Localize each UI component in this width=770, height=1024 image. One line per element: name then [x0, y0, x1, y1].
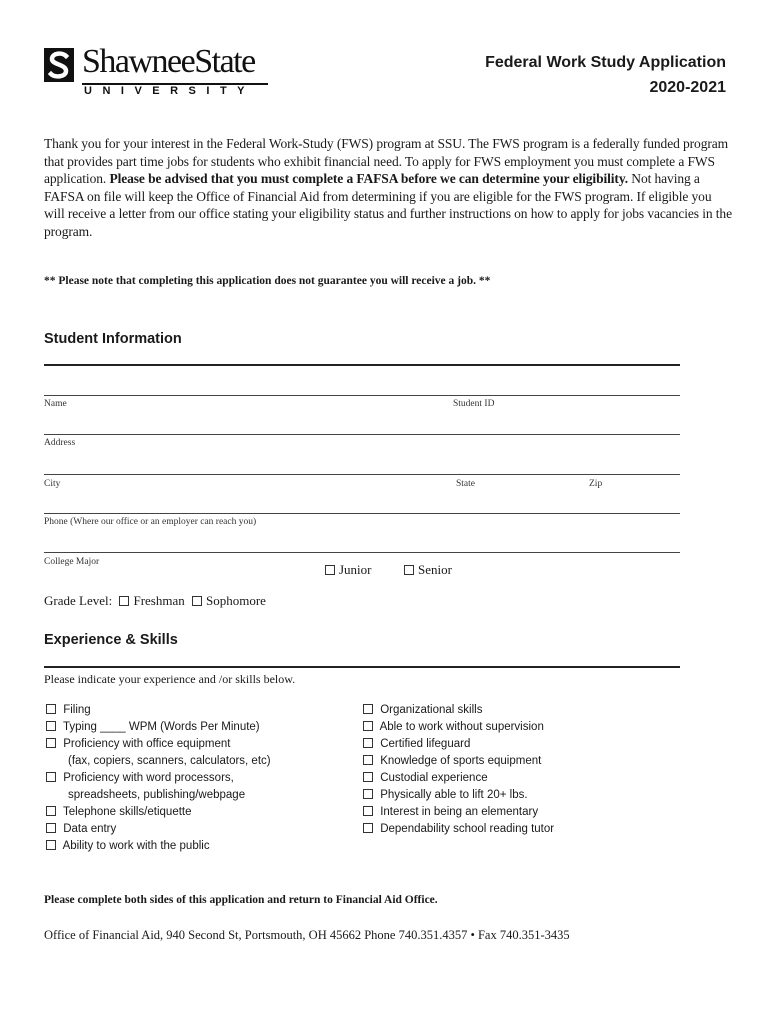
- grade-level-row: [44, 593, 266, 609]
- intro-text-2: Not having a FAFSA on file will keep the Office of Financial Aid from determining if you are eligible for the FWS program. If eligible you will receive a letter from our office stating your eligibility status and further instructions on how to apply for jobs vacancies in the program.: [44, 171, 732, 239]
- intro-text-1: Thank you for your interest in the Federal Work-Study (FWS) program at SSU. The FWS program is a federally funded program that provides part time jobs for students who exhibit financial need. To apply for FWS employment you must complete a FWS application.: [44, 136, 729, 186]
- skill-word-processors[interactable]: [46, 772, 234, 784]
- address-label: Address: [44, 438, 76, 448]
- checkbox-icon[interactable]: [363, 755, 373, 765]
- experience-rule: [44, 666, 680, 668]
- name-label: Name: [44, 399, 67, 409]
- skill-typing[interactable]: [46, 721, 260, 733]
- checkbox-icon[interactable]: [363, 721, 373, 731]
- grade-freshman-label: Freshman: [133, 593, 185, 608]
- checkbox-icon[interactable]: [46, 806, 56, 816]
- skill-organizational[interactable]: [363, 704, 482, 716]
- form-title-line1: Federal Work Study Application: [485, 54, 726, 71]
- address-field[interactable]: [44, 434, 680, 435]
- skill-label: Knowledge of sports equipment: [380, 755, 542, 767]
- checkbox-icon[interactable]: [46, 738, 56, 748]
- skill-lifeguard[interactable]: [363, 738, 470, 750]
- skill-tutor[interactable]: [363, 823, 554, 835]
- checkbox-icon[interactable]: [363, 823, 373, 833]
- checkbox-icon[interactable]: [363, 789, 373, 799]
- office-contact: Office of Financial Aid, 940 Second St, Portsmouth, OH 45662 Phone 740.351.4357 • Fax 740.351-3435: [44, 928, 570, 942]
- skill-unsupervised[interactable]: [363, 721, 544, 733]
- skill-label: Certified lifeguard: [380, 738, 471, 750]
- grade-junior-label: Junior: [339, 562, 372, 577]
- student-info-heading: Student Information: [44, 331, 182, 347]
- checkbox-icon[interactable]: [46, 772, 56, 782]
- grade-freshman-option[interactable]: [115, 593, 184, 608]
- checkbox-icon[interactable]: [363, 772, 373, 782]
- city-label: City: [44, 479, 61, 489]
- college-major-field[interactable]: [44, 552, 680, 553]
- checkbox-icon[interactable]: [363, 738, 373, 748]
- skill-lift[interactable]: [363, 789, 528, 801]
- skill-public[interactable]: [46, 840, 210, 852]
- skill-label: Able to work without supervision: [379, 721, 544, 733]
- experience-heading: Experience & Skills: [44, 632, 178, 648]
- phone-label: Phone (Where our office or an employer can reach you): [44, 517, 257, 527]
- grade-senior-label: Senior: [418, 562, 452, 577]
- skill-filing[interactable]: [46, 704, 91, 716]
- grade-senior-option[interactable]: [404, 562, 452, 578]
- disclaimer-note: ** Please note that completing this application does not guarantee you will receive a job. **: [44, 275, 491, 287]
- skill-custodial[interactable]: [363, 772, 488, 784]
- skill-office-equipment[interactable]: [46, 738, 230, 750]
- logo-wordmark: ShawneeState: [82, 43, 255, 80]
- skill-label: Physically able to lift 20+ lbs.: [380, 789, 528, 801]
- skill-label: Typing ____ WPM (Words Per Minute): [63, 721, 260, 733]
- phone-field[interactable]: [44, 513, 680, 514]
- form-title-year: 2020-2021: [649, 79, 726, 96]
- grade-sophomore-option[interactable]: [188, 593, 266, 608]
- skill-label: Telephone skills/etiquette: [63, 806, 192, 818]
- grade-level-label: Grade Level:: [44, 593, 113, 608]
- skill-label: Organizational skills: [380, 704, 483, 716]
- skill-office-equipment-detail: (fax, copiers, scanners, calculators, etc): [68, 755, 271, 767]
- skill-sports-equipment[interactable]: [363, 755, 541, 767]
- skill-elementary[interactable]: [363, 806, 538, 818]
- skill-telephone[interactable]: [46, 806, 192, 818]
- student-id-label: Student ID: [453, 399, 495, 409]
- skill-data-entry[interactable]: [46, 823, 116, 835]
- skill-label: Proficiency with word processors,: [63, 772, 234, 784]
- checkbox-icon[interactable]: [46, 704, 56, 714]
- skill-word-processors-detail: spreadsheets, publishing/webpage: [68, 789, 246, 801]
- skill-label: Ability to work with the public: [62, 840, 210, 852]
- grade-sophomore-label: Sophomore: [206, 593, 266, 608]
- zip-label: Zip: [589, 479, 603, 489]
- checkbox-icon[interactable]: [363, 806, 373, 816]
- name-field[interactable]: [44, 395, 680, 396]
- intro-paragraph: [44, 135, 734, 240]
- grade-junior-option[interactable]: [325, 562, 372, 578]
- state-label: State: [456, 479, 475, 489]
- form-title: [485, 50, 726, 100]
- checkbox-icon[interactable]: [46, 840, 56, 850]
- skill-label: Custodial experience: [380, 772, 488, 784]
- skill-label: Interest in being an elementary: [380, 806, 539, 818]
- university-logo: [44, 44, 269, 96]
- checkbox-icon[interactable]: [46, 721, 56, 731]
- student-info-rule: [44, 364, 680, 366]
- checkbox-icon[interactable]: [363, 704, 373, 714]
- checkbox-icon[interactable]: [192, 596, 202, 606]
- logo-s-mark-icon: [44, 48, 74, 82]
- checkbox-icon[interactable]: [46, 823, 56, 833]
- return-instructions: Please complete both sides of this application and return to Financial Aid Office.: [44, 894, 438, 906]
- checkbox-icon[interactable]: [325, 565, 335, 575]
- checkbox-icon[interactable]: [119, 596, 129, 606]
- skill-label: Filing: [63, 704, 91, 716]
- college-major-label: College Major: [44, 557, 100, 567]
- experience-instructions: Please indicate your experience and /or skills below.: [44, 672, 296, 686]
- city-state-zip-field[interactable]: [44, 474, 680, 475]
- skill-label: Data entry: [63, 823, 117, 835]
- skill-label: Proficiency with office equipment: [63, 738, 231, 750]
- intro-bold-text: Please be advised that you must complete a FAFSA before we can determine your eligibility.: [109, 171, 629, 186]
- skill-label: Dependability school reading tutor: [380, 823, 555, 835]
- logo-subtitle: UNIVERSITY: [84, 85, 256, 97]
- checkbox-icon[interactable]: [404, 565, 414, 575]
